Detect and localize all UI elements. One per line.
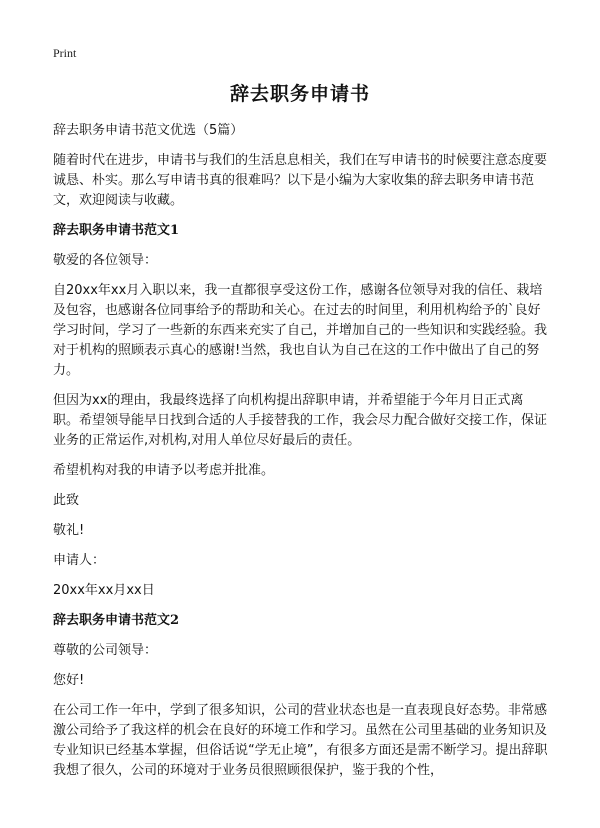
closing-2: 敬礼! <box>53 523 85 538</box>
section-heading-2: 辞去职务申请书范文2 <box>53 613 180 628</box>
salutation-2: 尊敬的公司领导： <box>53 643 158 658</box>
paragraph-1-2: 但因为xx的理由，我最终选择了向机构提出辞职申请，并希望能于今年月日正式离职。希望领导能早日找到合适的人手接替我的工作，我会尽力配合做好交接工作，保证业务的正常运作,对机构,对用人单位尽好最后的责任。 <box>53 393 548 448</box>
paragraph-1-1: 自20xx年xx月入职以来，我一直都很享受这份工作，感谢各位领导对我的信任、栽培及包容，也感谢各位同事给予的帮助和关心。在过去的时间里，利用机构给予的`良好学习时间，学习了一些新的东西来充实了自己，并增加自己的一些知识和实践经验。我对于机构的照顾表示真心的感谢!当然，我也自认为自己在这的工作中做出了自己的努力。 <box>53 283 548 378</box>
section-heading-1: 辞去职务申请书范文1 <box>53 223 180 238</box>
applicant-line: 申请人： <box>53 553 106 568</box>
intro-paragraph: 随着时代在进步，申请书与我们的生活息息相关，我们在写申请书的时候要注意态度要诚恳、朴实。那么写申请书真的很难吗？以下是小编为大家收集的辞去职务申请书范文，欢迎阅读与收藏。 <box>53 153 548 208</box>
document-subtitle: 辞去职务申请书范文优选（5篇） <box>53 123 244 138</box>
closing-1: 此致 <box>53 493 80 508</box>
paragraph-2-1: 在公司工作一年中，学到了很多知识，公司的营业状态也是一直表现良好态势。非常感激公司给予了我这样的机会在良好的环境工作和学习。虽然在公司里基础的业务知识及专业知识已经基本掌握，但俗话说“学无止境”，有很多方面还是需不断学习。提出辞职我想了很久，公司的环境对于业务员很照顾很保护，鉴于我的个性， <box>53 703 548 778</box>
page-title: 辞去职务申请书 <box>229 83 370 105</box>
salutation-1: 敬爱的各位领导： <box>53 253 158 268</box>
date-line: 20xx年xx月xx日 <box>53 583 155 598</box>
paragraph-1-3: 希望机构对我的申请予以考虑并批准。 <box>53 463 275 478</box>
document-body <box>53 121 548 791</box>
print-label[interactable]: Print <box>53 46 77 60</box>
greeting-2: 您好! <box>53 673 85 688</box>
